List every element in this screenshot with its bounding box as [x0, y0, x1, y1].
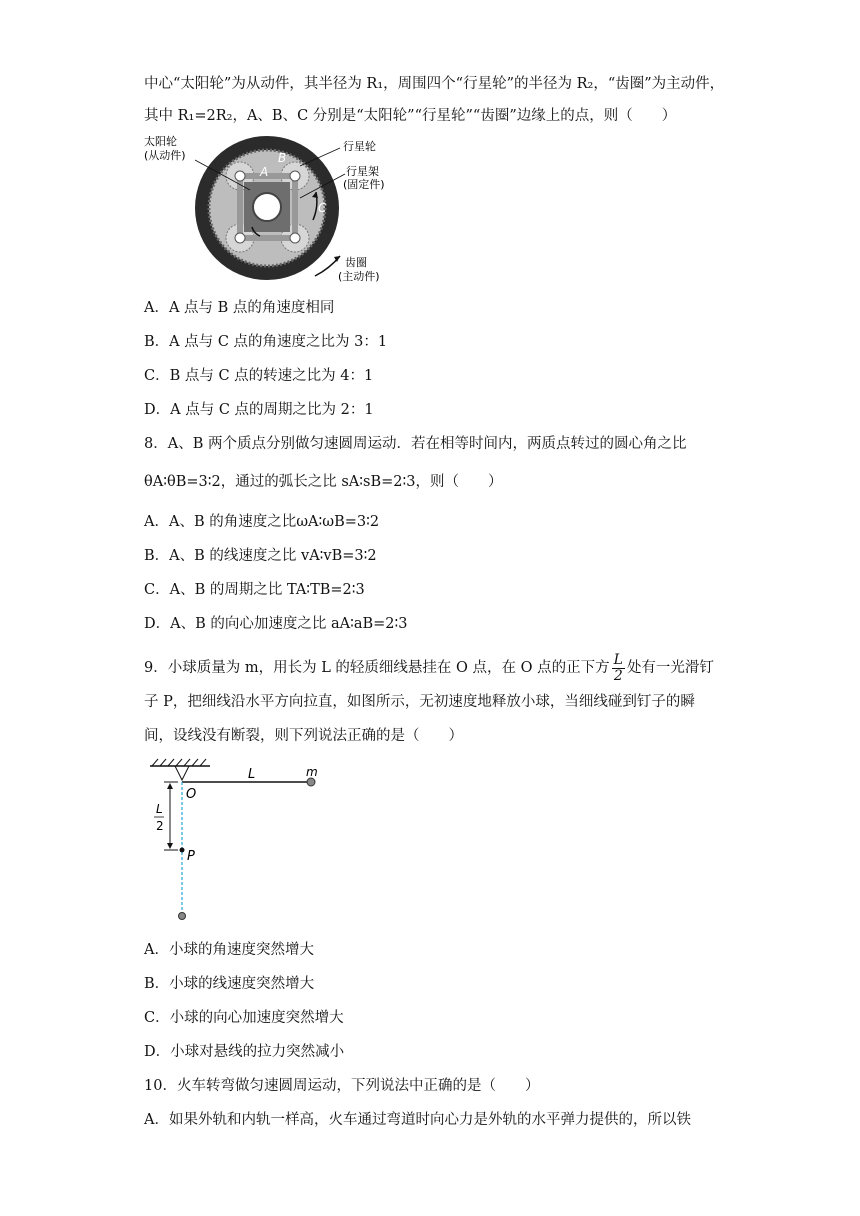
q9-stem-post: 处有一光滑钉 — [626, 660, 714, 676]
q8-option-a: A．A、B 的角速度之比ωA∶ωB=3∶2 — [144, 514, 380, 530]
q9-fraction-denominator: 2 — [613, 667, 623, 684]
q9-option-b: B．小球的线速度突然增大 — [144, 976, 315, 992]
ball-bottom — [179, 913, 186, 920]
q8-option-d: D．A、B 的向心加速度之比 aA∶aB=2∶3 — [144, 616, 408, 632]
ring-gear-label: 齿圈 — [345, 256, 367, 269]
half-length-den: 2 — [156, 819, 164, 833]
pendulum-figure — [140, 756, 340, 926]
q7-intro-line1: 中心“太阳轮”为从动件，其半径为 R₁，周围四个“行星轮”的半径为 R₂，“齿圈”为主动件， — [144, 76, 725, 92]
q7-option-d: D．A 点与 C 点的周期之比为 2：1 — [144, 402, 374, 418]
sun-gear-label: 太阳轮 — [144, 135, 177, 148]
point-b-label: B — [278, 151, 287, 165]
ring-gear-sublabel: (主动件) — [338, 270, 380, 283]
q9-fraction — [612, 653, 625, 684]
q7-option-c: C．B 点与 C 点的转速之比为 4：1 — [144, 368, 374, 384]
q9-stem-line2: 子 P，把细线沿水平方向拉直，如图所示，无初速度地释放小球，当细线碰到钉子的瞬 — [144, 694, 695, 710]
q9-stem-pre: 9．小球质量为 m，用长为 L 的轻质细线悬挂在 O 点，在 O 点的正下方 — [144, 660, 610, 676]
carrier-label: 行星架 — [346, 165, 379, 178]
q9-option-c: C．小球的向心加速度突然增大 — [144, 1010, 344, 1026]
q7-option-a: A．A 点与 B 点的角速度相同 — [144, 300, 335, 316]
q9-stem-line1 — [144, 650, 714, 686]
q7-intro-line2: 其中 R₁=2R₂，A、B、C 分别是“太阳轮”“行星轮”“齿圈”边缘上的点，则（ ） — [144, 108, 677, 124]
point-p-label: P — [187, 849, 195, 864]
point-a-label: A — [260, 165, 269, 179]
q9-option-a: A．小球的角速度突然增大 — [144, 942, 314, 958]
point-o-label: O — [186, 787, 197, 802]
ball-top — [307, 778, 315, 786]
carrier-sublabel: (固定件) — [343, 178, 385, 191]
q10-option-a: A．如果外轨和内轨一样高，火车通过弯道时向心力是外轨的水平弹力提供的，所以铁 — [144, 1112, 691, 1128]
q8-option-b: B．A、B 的线速度之比 vA∶vB=3∶2 — [144, 548, 377, 564]
planet-gear-label: 行星轮 — [343, 140, 376, 153]
q9-stem-line3: 间，设线没有断裂，则下列说法正确的是（ ） — [144, 728, 463, 744]
sun-gear-sublabel: (从动件) — [144, 149, 186, 162]
length-label: L — [248, 767, 256, 782]
q8-option-c: C．A、B 的周期之比 TA∶TB=2∶3 — [144, 582, 365, 598]
q8-stem-line2: θA∶θB=3∶2，通过的弧长之比 sA∶sB=2∶3，则（ ） — [144, 474, 503, 490]
planetary-gear-figure — [140, 132, 400, 284]
mass-label: m — [306, 765, 318, 779]
q8-stem-line1: 8．A、B 两个质点分别做匀速圆周运动．若在相等时间内，两质点转过的圆心角之比 — [144, 436, 687, 452]
half-length-num: L — [156, 802, 163, 816]
point-c-label: C — [318, 201, 327, 215]
q7-option-b: B．A 点与 C 点的角速度之比为 3：1 — [144, 334, 388, 350]
q10-stem: 10．火车转弯做匀速圆周运动，下列说法中正确的是（ ） — [144, 1078, 540, 1094]
q9-fraction-numerator: L — [613, 651, 623, 668]
nail-p — [180, 848, 185, 853]
q9-option-d: D．小球对悬线的拉力突然减小 — [144, 1044, 345, 1060]
